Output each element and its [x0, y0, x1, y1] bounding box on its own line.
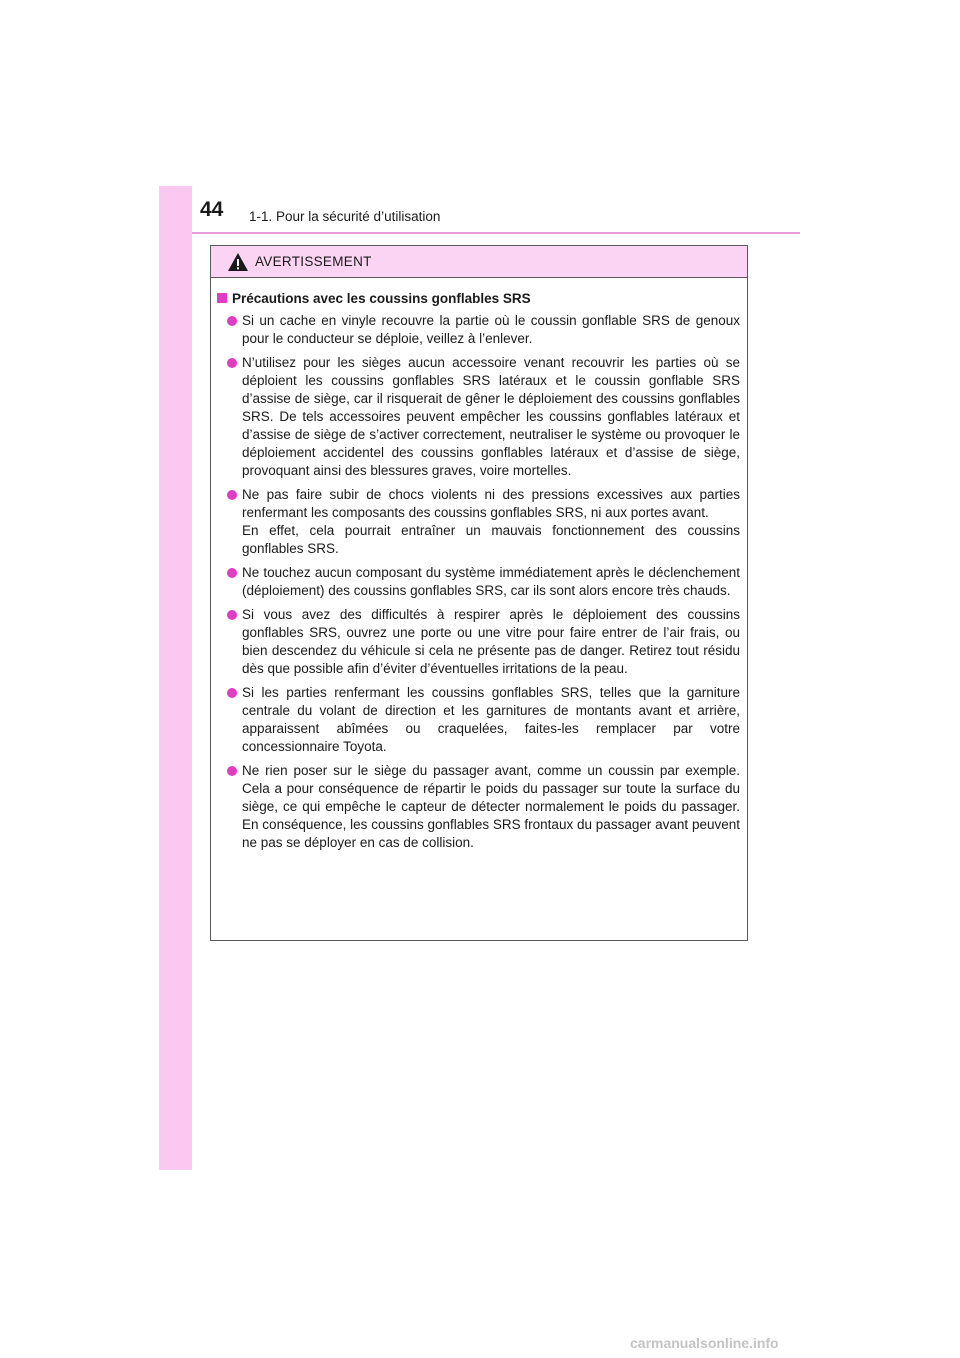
bullet-dot-icon [227, 688, 237, 698]
list-item-text: Ne pas faire subir de chocs violents ni des pressions excessives aux parties renfermant les composants des coussins gonflables SRS, ni aux portes avant. [242, 487, 740, 520]
subheading-text: Précautions avec les coussins gonflables SRS [232, 291, 531, 306]
bullet-dot-icon [227, 766, 237, 776]
watermark: carmanualsonline.info [630, 1335, 779, 1351]
list-item [217, 684, 740, 756]
list-item-text: Si les parties renfermant les coussins gonflables SRS, telles que la garniture centrale du volant de direction et les garnitures de montants avant et arrière, apparaissent abîmées ou craquelées, faites-les remplacer par votre concessionnaire Toyota. [242, 685, 740, 754]
bullet-dot-icon [227, 316, 237, 326]
warning-content [211, 278, 747, 852]
page-number: 44 [200, 198, 224, 221]
list-item [217, 354, 740, 480]
list-item [217, 564, 740, 600]
chapter-side-tab [159, 186, 192, 1170]
warning-subheading [217, 290, 740, 308]
list-item-text: Ne rien poser sur le siège du passager avant, comme un coussin par exemple. Cela a pour conséquence de répartir le poids du passager sur toute la surface du siège, ce qui empêche le capteur de détecter normalement le poids du passager. En conséquence, les coussins gonflables SRS frontaux du passager avant peuvent ne pas se déployer en cas de collision. [242, 763, 740, 850]
warning-box [210, 245, 748, 941]
header-rule [192, 232, 800, 234]
list-item-text: Si un cache en vinyle recouvre la partie où le coussin gonflable SRS de genoux pour le conducteur se déploie, veillez à l’enlever. [242, 313, 740, 346]
list-item [217, 762, 740, 852]
list-item-text: En effet, cela pourrait entraîner un mauvais fonctionnement des coussins gonflables SRS. [242, 523, 740, 556]
list-item-text: N’utilisez pour les sièges aucun accessoire venant recouvrir les parties où se déploient les coussins gonflables SRS latéraux et le coussin gonflable SRS d’assise de siège, car il risquerait de gêner le déploiement des coussins gonflables SRS. De tels accessoires peuvent empêcher les coussins gonflables latéraux et d’assise de siège de s’activer correctement, neutraliser le système ou provoquer le déploiement accidentel des coussins gonflables latéraux et d’assise de siège, provoquant ainsi des blessures graves, voire mortelles. [242, 355, 740, 478]
bullet-dot-icon [227, 358, 237, 368]
list-item-text: Ne touchez aucun composant du système immédiatement après le déclenchement (déploiement) des coussins gonflables SRS, car ils sont alors encore très chauds. [242, 565, 740, 598]
bullet-dot-icon [227, 490, 237, 500]
warning-label: AVERTISSEMENT [255, 253, 372, 269]
bullet-dot-icon [227, 610, 237, 620]
precautions-list [217, 312, 740, 852]
section-title: 1-1. Pour la sécurité d’utilisation [249, 209, 441, 224]
warning-triangle-icon [227, 252, 249, 272]
warning-header [211, 246, 747, 278]
list-item [217, 606, 740, 678]
list-item-text: Si vous avez des difficultés à respirer après le déploiement des coussins gonflables SRS, ouvrez une porte ou une vitre pour faire entrer de l’air frais, ou bien descendez du véhicule si cela ne présente pas de danger. Retirez tout résidu dès que possible afin d’éviter d’éventuelles irritations de la peau. [242, 607, 740, 676]
bullet-dot-icon [227, 568, 237, 578]
list-item [217, 486, 740, 558]
square-bullet-icon [217, 293, 227, 303]
list-item [217, 312, 740, 348]
